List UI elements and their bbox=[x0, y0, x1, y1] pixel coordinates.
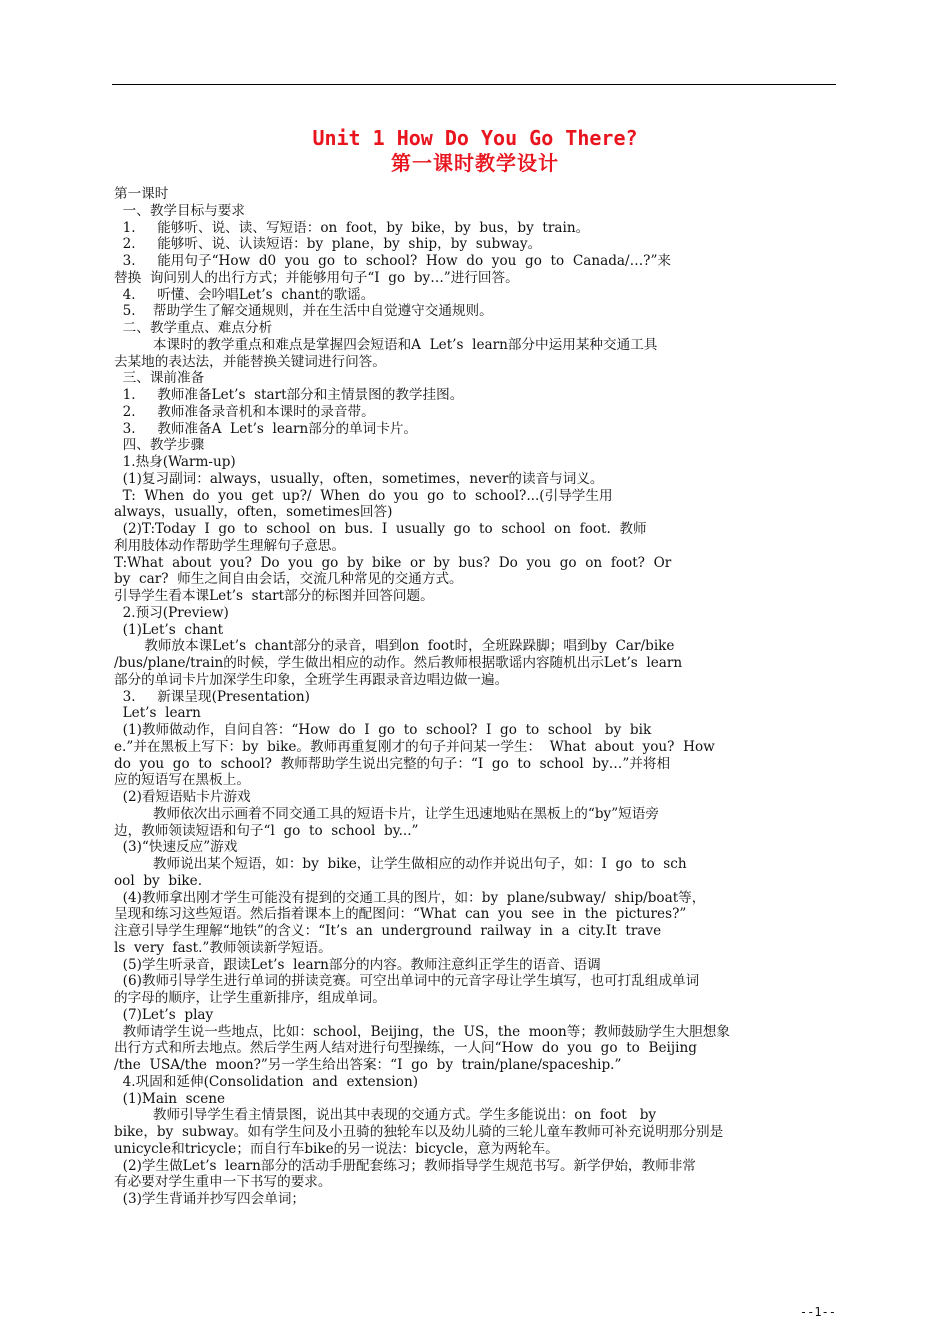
text-line: 部分的单词卡片加深学生印象，全班学生再跟录音边唱边做一遍。 bbox=[114, 671, 509, 688]
text-line: (2)看短语贴卡片游戏 bbox=[114, 789, 251, 805]
text-line: 教师依次出示画着不同交通工具的短语卡片，让学生迅速地贴在黑板上的“by”短语旁 bbox=[114, 805, 659, 822]
text-line: (6)教师引导学生进行单词的拼读竞赛。可空出单词中的元音字母让学生填写，也可打乱组成单词 bbox=[114, 973, 700, 990]
text-line: /the USA/the moon?”另一学生给出答案：“I go by train/plane/spaceship.” bbox=[114, 1057, 622, 1073]
text-line: 教师请学生说一些地点，比如：school，Beijing，the US，the moon等；教师鼓励学生大胆想象 bbox=[114, 1023, 730, 1040]
text-line: 1.热身(Warm-up) bbox=[114, 454, 236, 470]
text-line: 1. 能够听、说、读、写短语：on foot，by bike，by bus，by train。 bbox=[114, 219, 590, 236]
text-line: 注意引导学生理解“地铁”的含义：“It’s an underground railway in a city.It trave bbox=[114, 923, 662, 939]
text-line: 2.预习(Preview) bbox=[114, 604, 229, 621]
text-line: (7)Let’s play bbox=[114, 1006, 214, 1023]
text-line: 三、课前准备 bbox=[114, 370, 205, 387]
title-block bbox=[0, 126, 950, 176]
title-english: Unit 1 How Do You Go There? bbox=[312, 126, 638, 150]
text-line: 应的短语写在黑板上。 bbox=[114, 772, 250, 789]
page-number: --1-- bbox=[799, 1305, 836, 1319]
text-line: 2. 教师准备录音机和本课时的录音带。 bbox=[114, 403, 375, 420]
text-line: (4)教师拿出刚才学生可能没有提到的交通工具的图片，如：by plane/subway/ ship/boat等， bbox=[114, 889, 706, 906]
text-line: 2. 能够听、说、认读短语：by plane，by ship，by subway。 bbox=[114, 236, 542, 253]
text-line: (2)学生做Let’s learn部分的活动手册配套练习；教师指导学生规范书写。新学伊始，教师非常 bbox=[114, 1157, 696, 1174]
text-line: e.”并在黑板上写下：by bike。教师再重复刚才的句子并问某一学生： What about you? How bbox=[114, 738, 715, 755]
text-line: 3. 新课呈现(Presentation) bbox=[114, 688, 310, 705]
text-line: always，usually，often，sometimes回答) bbox=[114, 504, 393, 521]
text-line: 教师引导学生看主情景图，说出其中表现的交通方式。学生多能说出：on foot by bbox=[114, 1107, 657, 1124]
header-rule bbox=[112, 84, 836, 85]
title-chinese: 第一课时教学设计 bbox=[391, 151, 559, 175]
text-line: 的字母的顺序，让学生重新排序，组成单词。 bbox=[114, 990, 386, 1006]
text-line: 第一课时 bbox=[114, 186, 169, 202]
text-line: 3. 教师准备A Let’s learn部分的单词卡片。 bbox=[114, 420, 418, 437]
text-line: 本课时的教学重点和难点是掌握四会短语和A Let’s learn部分中运用某种交通工具 bbox=[114, 336, 658, 353]
text-line: 4. 听懂、会吟唱Let’s chant的歌谣。 bbox=[114, 286, 375, 303]
text-line: 二、教学重点、难点分析 bbox=[114, 320, 273, 336]
lesson-plan-body bbox=[114, 186, 836, 1208]
text-line: (1)Let’s chant bbox=[114, 621, 224, 638]
text-line: 呈现和练习这些短语。然后指着课本上的配图问：“What can you see in the pictures?” bbox=[114, 906, 687, 923]
text-line: (2)T:Today I go to school on bus. I usually go to school on foot. 教师 bbox=[114, 521, 647, 537]
text-line: (3)学生背诵并抄写四会单词； bbox=[114, 1191, 306, 1207]
text-line: 去某地的表达法，并能替换关键词进行问答。 bbox=[114, 353, 386, 370]
text-line: 有必要对学生重申一下书写的要求。 bbox=[114, 1174, 332, 1191]
text-line: do you go to school? 教师帮助学生说出完整的句子：“I go to school by…”并将相 bbox=[114, 755, 671, 772]
text-line: T:What about you? Do you go by bike or by bus? Do you go on foot? Or bbox=[114, 554, 672, 571]
text-line: (5)学生听录音，跟读Let’s learn部分的内容。教师注意纠正学生的语音、语调 bbox=[114, 956, 601, 973]
text-line: 替换 询问别人的出行方式；并能够用句子“I go by…”进行回答。 bbox=[114, 269, 519, 286]
text-line: 1. 教师准备Let’s start部分和主情景图的教学挂图。 bbox=[114, 387, 464, 403]
text-line: /bus/plane/train的时候，学生做出相应的动作。然后教师根据歌谣内容随机出示Let’s learn bbox=[114, 655, 683, 671]
text-line: bike，by subway。如有学生问及小丑骑的独轮车以及幼儿骑的三轮儿童车教师可补充说明那分别是 bbox=[114, 1124, 724, 1140]
text-line: 出行方式和所去地点。然后学生两人结对进行句型操练，一人问“How do you go to Beijing bbox=[114, 1040, 697, 1057]
text-line: T: When do you get up?/ When do you go to school?...(引导学生用 bbox=[114, 487, 613, 504]
text-line: 5. 帮助学生了解交通规则，并在生活中自觉遵守交通规则。 bbox=[114, 303, 493, 320]
text-line: 边，教师领读短语和句子“l go to school by...” bbox=[114, 822, 419, 839]
text-line: unicycle和tricycle；而自行车bike的另一说法：bicycle，意为两轮车。 bbox=[114, 1140, 559, 1157]
text-line: by car? 师生之间自由会话，交流几种常见的交通方式。 bbox=[114, 571, 463, 588]
text-line: 3. 能用句子“How d0 you go to school? How do you go to Canada/…?”来 bbox=[114, 253, 672, 269]
text-line: (3)“快速反应”游戏 bbox=[114, 839, 238, 856]
text-line: 四、教学步骤 bbox=[114, 437, 205, 454]
text-line: 利用肢体动作帮助学生理解句子意思。 bbox=[114, 537, 346, 554]
text-line: (1)教师做动作，自问自答：“How do I go to school? I go to school by bik bbox=[114, 722, 652, 738]
text-line: (1)Main scene bbox=[114, 1090, 226, 1107]
text-line: Let’s learn bbox=[114, 705, 201, 722]
text-line: ls very fast.”教师领读新学短语。 bbox=[114, 939, 332, 956]
text-line: 一、教学目标与要求 bbox=[114, 202, 245, 219]
text-line: ool by bike. bbox=[114, 872, 203, 889]
text-line: (1)复习副词：always，usually，often，sometimes，never的读音与词义。 bbox=[114, 470, 604, 487]
text-line: 引导学生看本课Let’s start部分的标图并回答问题。 bbox=[114, 588, 434, 604]
text-line: 教师放本课Let’s chant部分的录音，唱到on foot时，全班跺跺脚；唱到by Car/bike bbox=[114, 638, 675, 655]
text-line: 教师说出某个短语，如：by bike，让学生做相应的动作并说出句子，如：I go to sch bbox=[114, 856, 687, 872]
text-line: 4.巩固和延伸(Consolidation and extension) bbox=[114, 1073, 419, 1090]
